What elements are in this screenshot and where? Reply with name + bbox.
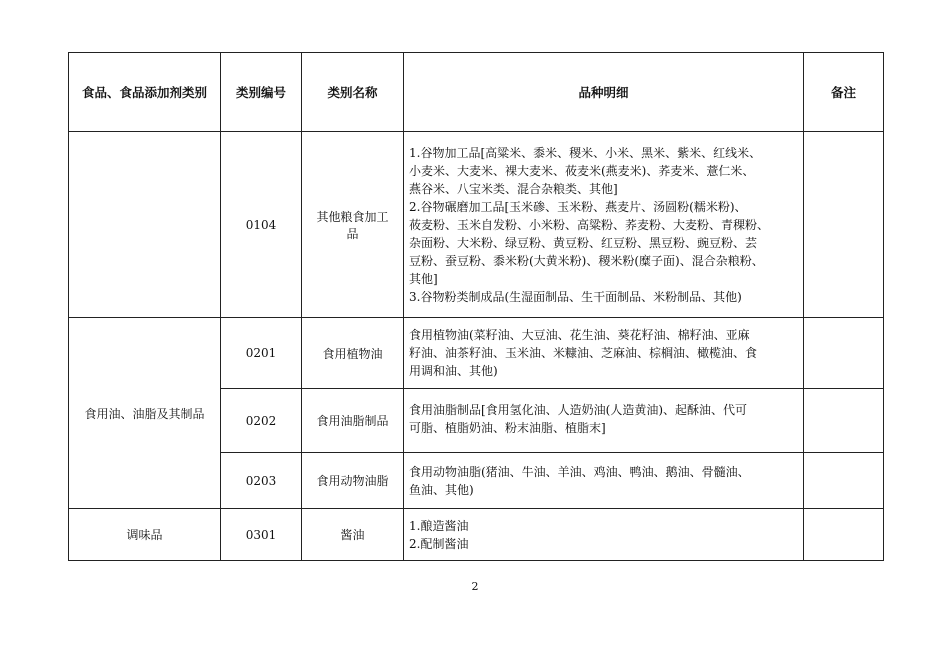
name-line: 食用动物油脂 — [316, 474, 389, 488]
table-row — [69, 509, 884, 561]
name-line: 酱油 — [340, 528, 365, 542]
code-cell: 0202 — [221, 389, 302, 453]
remarks-cell — [804, 132, 884, 318]
name-line: 食用植物油 — [322, 346, 383, 361]
name-line: 品 — [346, 226, 359, 241]
detail-line: 2.谷物碾磨加工品[玉米碜、玉米粉、燕麦片、汤圆粉(糯米粉)、 — [409, 199, 747, 214]
remarks-cell — [804, 453, 884, 509]
code-cell: 0301 — [221, 509, 302, 561]
category-cell: 食用油、油脂及其制品 — [69, 318, 221, 509]
detail-line: 食用动物油脂(猪油、牛油、羊油、鸡油、鸭油、鹅油、骨髓油、 — [409, 464, 750, 479]
detail-line: 食用植物油(菜籽油、大豆油、花生油、葵花籽油、棉籽油、亚麻 — [409, 328, 750, 342]
detail-cell — [404, 389, 804, 453]
name-cell — [302, 318, 404, 389]
detail-line: 燕谷米、八宝米类、混合杂粮类、其他] — [409, 181, 618, 196]
food-category-table — [68, 52, 884, 561]
detail-line: 小麦米、大麦米、裸大麦米、莜麦米(燕麦米)、荞麦米、薏仁米、 — [409, 163, 755, 178]
table-row — [69, 318, 884, 389]
remarks-cell — [804, 318, 884, 389]
detail-line: 其他] — [409, 271, 438, 286]
detail-line: 2.配制酱油 — [409, 536, 469, 551]
detail-line: 1.酿造酱油 — [409, 518, 469, 533]
header-code: 类别编号 — [221, 53, 302, 132]
remarks-cell — [804, 509, 884, 561]
detail-line: 可脂、植脂奶油、粉末油脂、植脂末] — [409, 421, 606, 435]
name-line: 其他粮食加工 — [316, 209, 389, 224]
name-line: 食用油脂制品 — [316, 414, 389, 428]
detail-line: 食用油脂制品[食用氢化油、人造奶油(人造黄油)、起酥油、代可 — [409, 403, 748, 417]
detail-line: 1.谷物加工品[高粱米、黍米、稷米、小米、黑米、紫米、红线米、 — [409, 145, 762, 160]
remarks-cell — [804, 389, 884, 453]
category-cell: 调味品 — [69, 509, 221, 561]
name-cell — [302, 509, 404, 561]
code-cell: 0203 — [221, 453, 302, 509]
header-name: 类别名称 — [302, 53, 404, 132]
code-cell: 0201 — [221, 318, 302, 389]
table-header-row — [69, 53, 884, 132]
table-row — [69, 132, 884, 318]
name-cell — [302, 132, 404, 318]
header-details: 品种明细 — [404, 53, 804, 132]
detail-line: 杂面粉、大米粉、绿豆粉、黄豆粉、红豆粉、黑豆粉、豌豆粉、芸 — [409, 235, 758, 250]
detail-line: 莜麦粉、玉米自发粉、小米粉、高粱粉、荞麦粉、大麦粉、青稞粉、 — [409, 217, 770, 232]
header-remarks: 备注 — [804, 53, 884, 132]
code-cell: 0104 — [221, 132, 302, 318]
name-cell — [302, 389, 404, 453]
detail-cell — [404, 453, 804, 509]
detail-cell — [404, 509, 804, 561]
name-cell — [302, 453, 404, 509]
detail-line: 豆粉、蚕豆粉、黍米粉(大黄米粉)、稷米粉(糜子面)、混合杂粮粉、 — [409, 253, 764, 268]
detail-line: 鱼油、其他) — [409, 482, 474, 497]
category-cell — [69, 132, 221, 318]
header-category: 食品、食品添加剂类别 — [69, 53, 221, 132]
detail-line: 3.谷物粉类制成品(生湿面制品、生干面制品、米粉制品、其他) — [409, 289, 742, 304]
detail-cell — [404, 318, 804, 389]
detail-line: 籽油、油茶籽油、玉米油、米糠油、芝麻油、棕榈油、橄榄油、食 — [409, 346, 758, 360]
detail-cell — [404, 132, 804, 318]
detail-line: 用调和油、其他) — [409, 364, 498, 378]
page-number: 2 — [471, 580, 479, 593]
